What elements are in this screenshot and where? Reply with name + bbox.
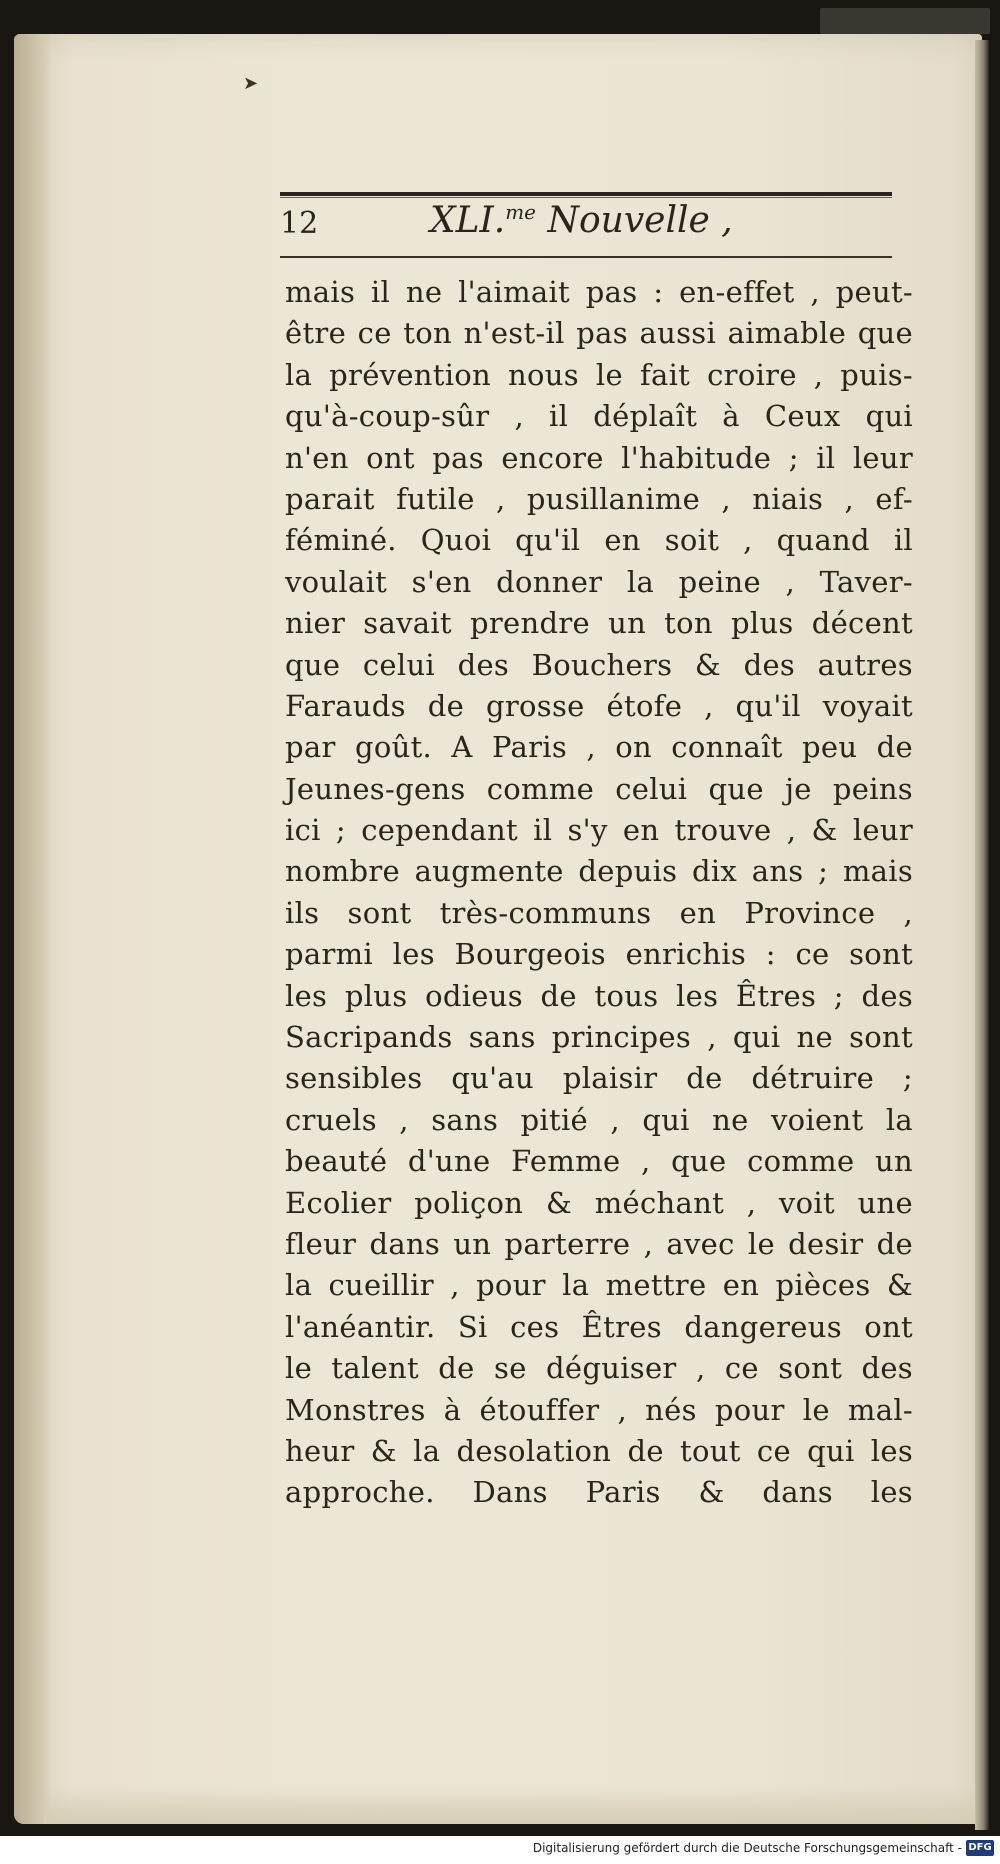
text-line: mais il ne l'aimait pas : en-effet , peut- (285, 275, 913, 309)
dfg-logo-icon: DFG (966, 1840, 994, 1856)
text-line: Sacripands sans principes , qui ne sont (285, 1020, 913, 1055)
page-bottom-edge (44, 1784, 982, 1824)
page-number: 12 (280, 206, 319, 241)
text-line: la prévention nous le fait croire , puis- (285, 357, 913, 392)
body-text (285, 272, 913, 1514)
header-rule-bottom (280, 256, 892, 258)
text-line: nombre augmente depuis dix ans ; mais (285, 854, 913, 889)
scan-book-spine-strip (820, 8, 990, 34)
text-line: approche. Dans Paris & dans les (285, 1475, 913, 1510)
text-line: Jeunes-gens comme celui que je peins (285, 771, 913, 806)
text-line: sensibles qu'au plaisir de détruire ; (285, 1061, 913, 1096)
running-head-superscript: me (505, 200, 537, 224)
text-line: Farauds de grosse étofe , qu'il voyait (285, 688, 913, 723)
text-line: voulait s'en donner la peine , Taver- (285, 564, 913, 599)
page-header (280, 200, 892, 256)
text-line: être ce ton n'est-il pas aussi aimable que (285, 316, 913, 351)
text-line: le talent de se déguiser , ce sont des (285, 1351, 913, 1386)
text-line: ils sont très-communs en Province , (285, 895, 913, 930)
text-line: cruels , sans pitié , qui ne voient la (285, 1102, 913, 1137)
text-line: ici ; cependant il s'y en trouve , & leur (285, 813, 913, 848)
digitization-credit: Digitalisierung gefördert durch die Deutsche Forschungsgemeinschaft - (532, 1841, 962, 1855)
page-left-edge (14, 34, 52, 1824)
running-head-rest: Nouvelle , (536, 200, 733, 241)
text-line: n'en ont pas encore l'habitude ; il leur (285, 440, 913, 475)
text-line: que celui des Bouchers & des autres (285, 647, 913, 682)
running-head (430, 200, 733, 241)
text-line: Monstres à étouffer , nés pour le mal- (285, 1392, 913, 1427)
page-right-edge (975, 40, 989, 1830)
text-line: heur & la desolation de tout ce qui les (285, 1433, 913, 1468)
text-line: Ecolier poliçon & méchant , voit une (285, 1185, 913, 1220)
text-line: les plus odieus de tous les Êtres ; des (285, 978, 913, 1013)
text-line: l'anéantir. Si ces Êtres dangereus ont (285, 1309, 913, 1344)
text-line: beauté d'une Femme , que comme un (285, 1144, 913, 1179)
text-line: nier savait prendre un ton plus décent (285, 606, 913, 641)
header-rule-thin (280, 197, 892, 198)
text-line: par goût. A Paris , on connaît peu de (285, 730, 913, 765)
text-line: qu'à-coup-sûr , il déplaît à Ceux qui (285, 399, 913, 434)
text-line: féminé. Quoi qu'il en soit , quand il (285, 523, 913, 558)
ink-speck-mark: ➤ (243, 73, 259, 94)
text-line: la cueillir , pour la mettre en pièces & (285, 1268, 913, 1303)
text-line: fleur dans un parterre , avec le desir de (285, 1226, 913, 1261)
running-head-main: XLI. (430, 200, 506, 241)
text-line: parait futile , pusillanime , niais , ef- (285, 481, 913, 516)
header-rule-thick (280, 192, 892, 196)
text-line: parmi les Bourgeois enrichis : ce sont (285, 937, 913, 972)
